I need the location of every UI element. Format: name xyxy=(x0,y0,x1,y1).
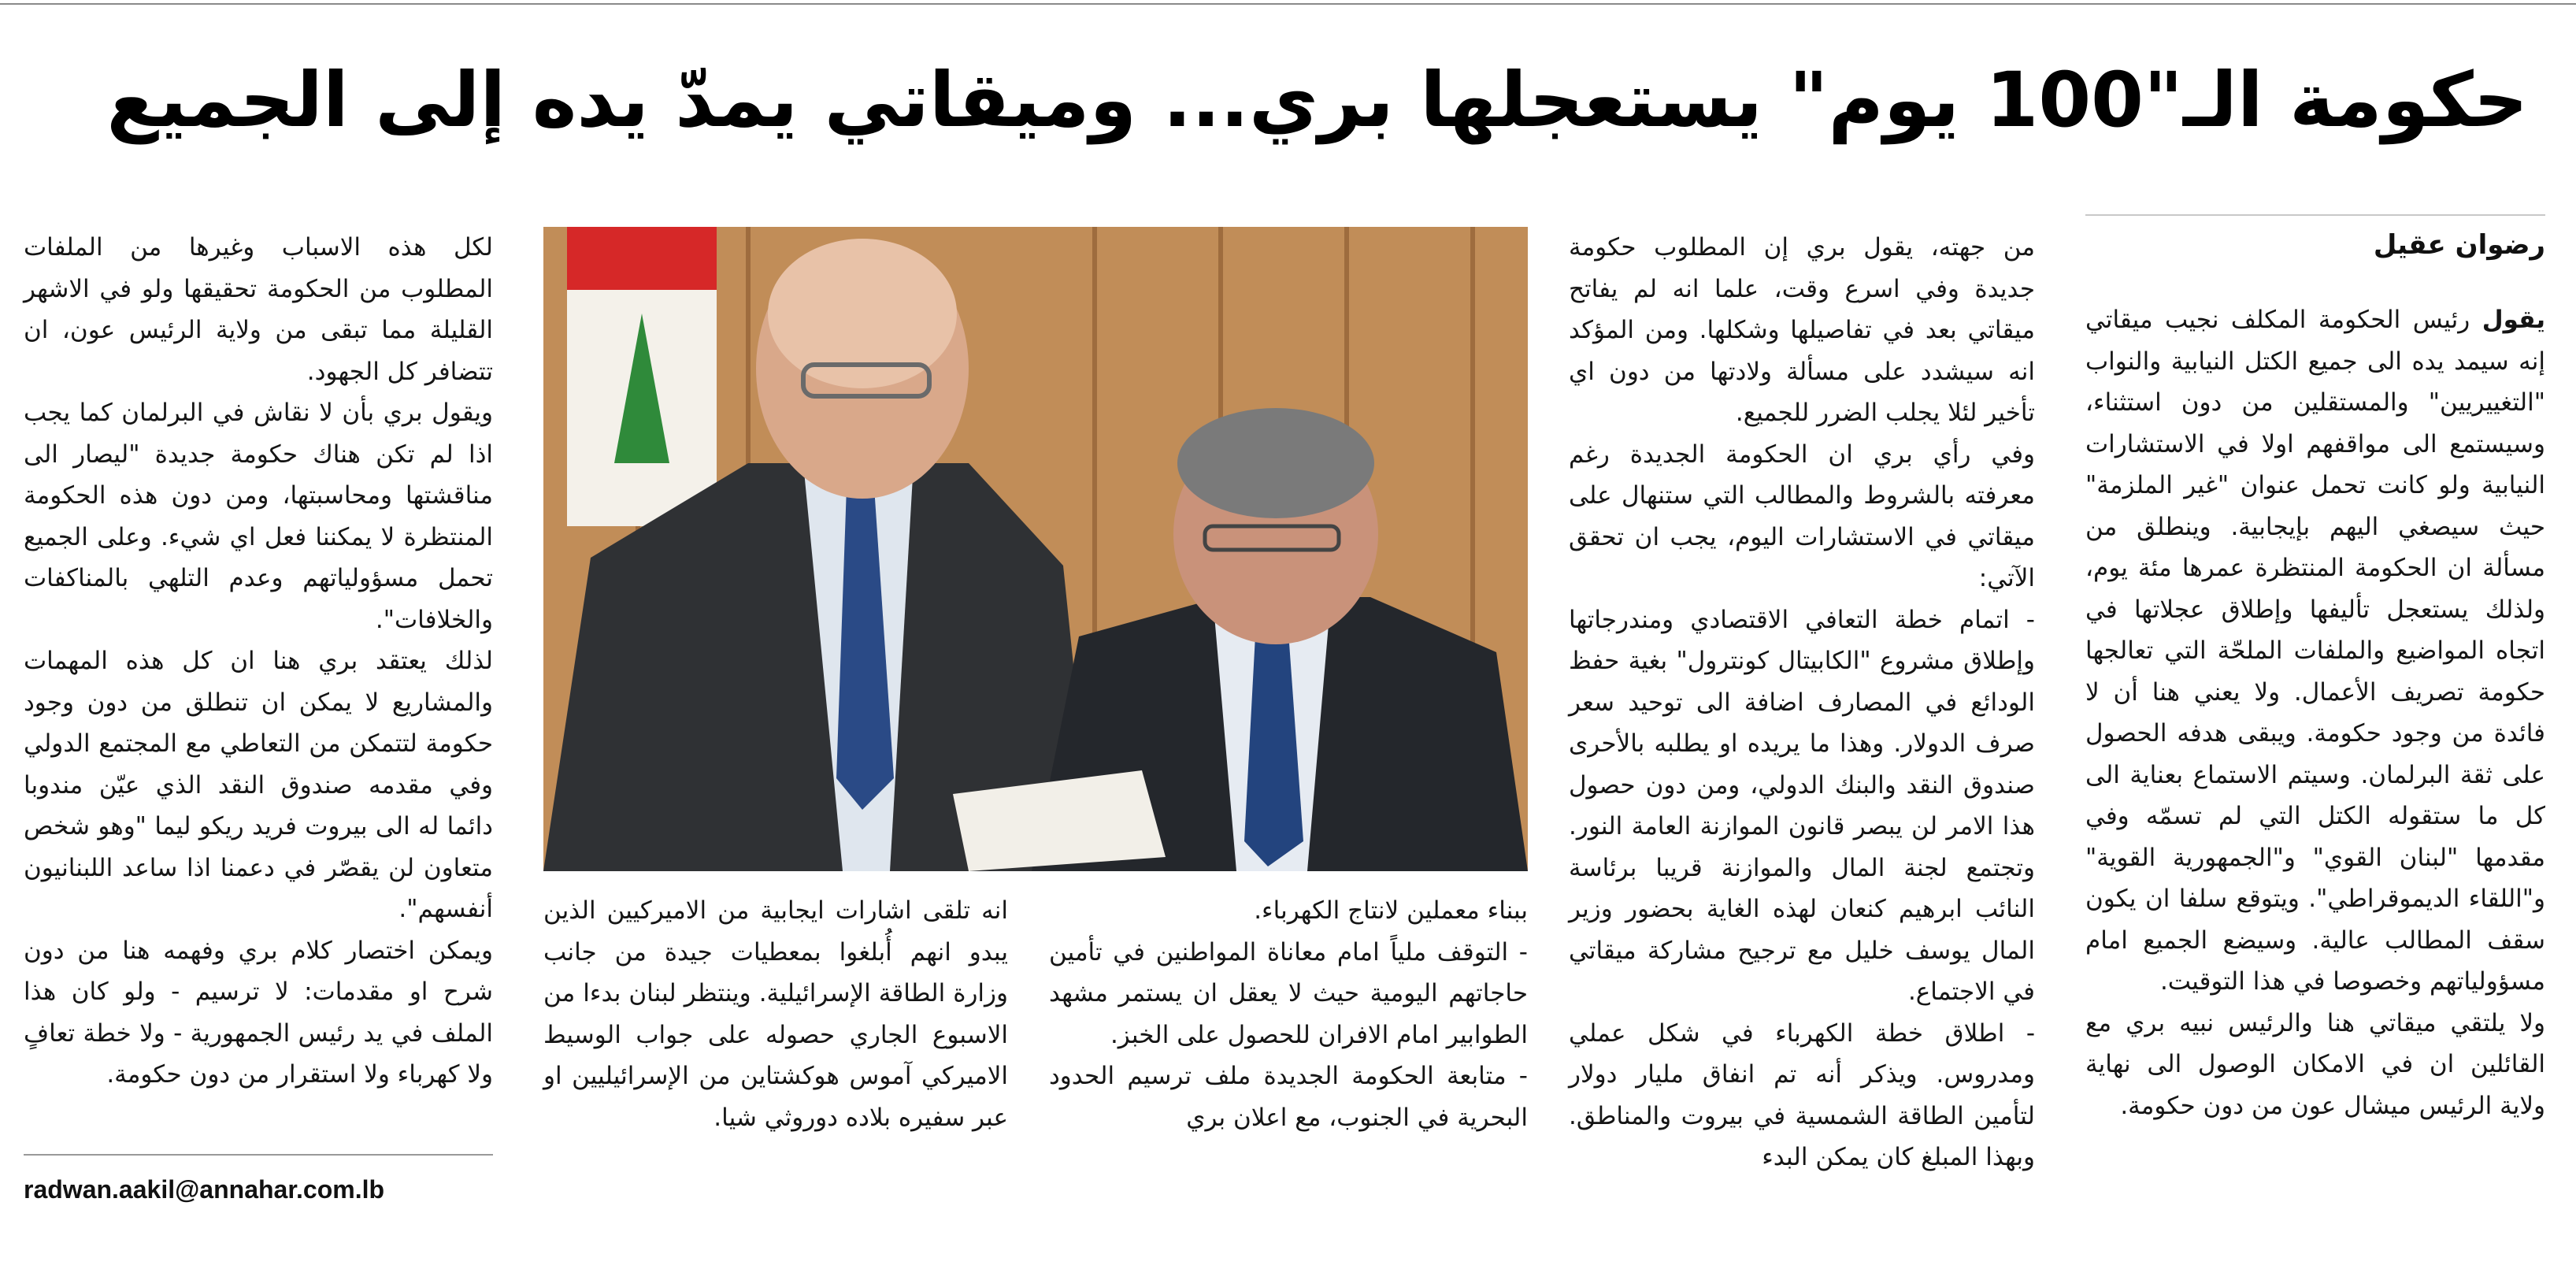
paragraph: لذلك يعتقد بري هنا ان كل هذه المهمات والمشاريع لا يمكن ان تنطلق من دون وجود حكومة لتتمكن من التعاطي مع المجتمع الدولي وفي مقدمه صندوق النقد الذي عيّن مندوبا دائما له الى بيروت فريد ريكو ليما "وهو شخص متعاون لن يقصّر في دعمنا اذا ساعد اللبنانيون أنفسهم". xyxy=(24,647,493,923)
paragraph: - التوقف ملياً امام معاناة المواطنين في تأمين حاجاتهم اليومية حيث لا يعقل ان يستمر مشهد الطوابير امام الافران للحصول على الخبز. xyxy=(1049,937,1528,1049)
paragraph: ولا يلتقي ميقاتي هنا والرئيس نبيه بري مع القائلين ان في الامكان الوصول الى نهاية ولاية الرئيس ميشال عون من دون حكومة. xyxy=(2085,1008,2545,1120)
column-3 xyxy=(1049,890,1528,1138)
byline: رضوان عقيل xyxy=(2373,229,2545,261)
paragraph-text: رئيس الحكومة المكلف نجيب ميقاتي إنه سيمد يده الى جميع الكتل النيابية والنواب "التغييريين" والمستقلين من دون استثناء، وسيستمع الى مواقفهم اولا في الاستشارات النيابية ولو كانت تحمل عنوان "غير الملزمة" حيث سيصغي اليهم بإيجابية. وينطلق من مسألة ان الحكومة المنتظرة عمرها مئة يوم، ولذلك يستعجل تأليفها وإطلاق عجلاتها في اتجاه المواضيع والملفات الملحّة التي تعالجها حكومة تصريف الأعمال. ولا يعني هنا أن لا فائدة من وجود حكومة. ويبقى هدفه الحصول على ثقة البرلمان. وسيتم الاستماع بعناية الى كل ما ستقوله الكتل التي لم تسمّه وفي مقدمها "لبنان القوي" و"الجمهورية القوية" و"اللقاء الديموقراطي". ويتوقع سلفا ان يكون سقف المطالب عالية. وسيضع الجميع امام مسؤولياتهم وخصوصا في هذا التوقيت. xyxy=(2085,306,2545,996)
paragraph: - متابعة الحكومة الجديدة ملف ترسيم الحدود البحرية في الجنوب، مع اعلان بري xyxy=(1049,1062,1528,1132)
paragraph: لكل هذه الاسباب وغيرها من الملفات المطلوب من الحكومة تحقيقها ولو في الاشهر القليلة مما تبقى من ولاية الرئيس عون، ان تتضافر كل الجهود. xyxy=(24,233,493,386)
paragraph xyxy=(2085,299,2545,1003)
paragraph: - اتمام خطة التعافي الاقتصادي ومندرجاتها وإطلاق مشروع "الكابيتال كونترول" بغية حفظ الودائع في المصارف اضافة الى توحيد سعر صرف الدولار. وهذا ما يريده او يطلبه بالأحرى صندوق النقد والبنك الدولي، ومن دون حصول هذا الامر لن يبصر قانون الموازنة العامة النور. وتجتمع لجنة المال والموازنة قريبا برئاسة النائب ابرهيم كنعان لهذه الغاية بحضور وزير المال يوسف خليل مع ترجيح مشاركة ميقاتي في الاجتماع. xyxy=(1569,605,2035,1006)
paragraph: ببناء معملين لانتاج الكهرباء. xyxy=(1254,896,1528,925)
column-5 xyxy=(24,227,493,1096)
column-4 xyxy=(543,890,1008,1138)
author-email[interactable]: radwan.aakil@annahar.com.lb xyxy=(24,1175,385,1204)
headline: حكومة الـ"100 يوم" يستعجلها بري... وميقاتي يمدّ يده إلى الجميع xyxy=(106,56,2528,144)
top-rule xyxy=(0,3,2576,5)
paragraph: من جهته، يقول بري إن المطلوب حكومة جديدة وفي اسرع وقت، علما انه لم يفاتح ميقاتي بعد في تفاصيلها وشكلها. ومن المؤكد انه سيشدد على مسألة ولادتها من دون اي تأخير لئلا يجلب الضرر للجميع. xyxy=(1569,233,2035,427)
paragraph: ويقول بري بأن لا نقاش في البرلمان كما يجب اذا لم تكن هناك حكومة جديدة "ليصار الى مناقشتها ومحاسبتها، ومن دون هذه الحكومة المنتظرة لا يمكننا فعل اي شيء. وعلى الجميع تحمل مسؤولياتهم وعدم التلهي بالمناكفات والخلافات". xyxy=(24,399,493,634)
paragraph: - اطلاق خطة الكهرباء في شكل عملي ومدروس. ويذكر أنه تم انفاق مليار دولار لتأمين الطاقة الشمسية في بيروت والمناطق. وبهذا المبلغ كان يمكن البدء xyxy=(1569,1018,2035,1171)
column-2 xyxy=(1569,227,2035,1178)
lead-word: يقول xyxy=(2481,306,2545,334)
paragraph: انه تلقى اشارات ايجابية من الاميركيين الذين يبدو انهم أُبلغوا بمعطيات جيدة من جانب وزارة الطاقة الإسرائيلية. وينتظر لبنان بدءا من الاسبوع الجاري حصوله على جواب الوسيط الاميركي آموس هوكشتاين من الإسرائيليين او عبر سفيره بلاده دوروثي شيا. xyxy=(543,896,1008,1132)
column-1 xyxy=(2085,299,2545,1126)
article-photo xyxy=(543,227,1528,871)
paragraph: ويمكن اختصار كلام بري وفهمه هنا من دون شرح او مقدمات: لا ترسيم - ولو كان هذا الملف في يد رئيس الجمهورية - ولا خطة تعافٍ ولا كهرباء ولا استقرار من دون حكومة. xyxy=(24,936,493,1089)
paragraph: وفي رأي بري ان الحكومة الجديدة رغم معرفته بالشروط والمطالب التي ستنهال على ميقاتي في الاستشارات اليوم، يجب ان تحقق الآتي: xyxy=(1569,440,2035,592)
email-rule xyxy=(24,1154,493,1156)
photo-illustration xyxy=(543,227,1528,871)
byline-rule xyxy=(2085,214,2545,216)
